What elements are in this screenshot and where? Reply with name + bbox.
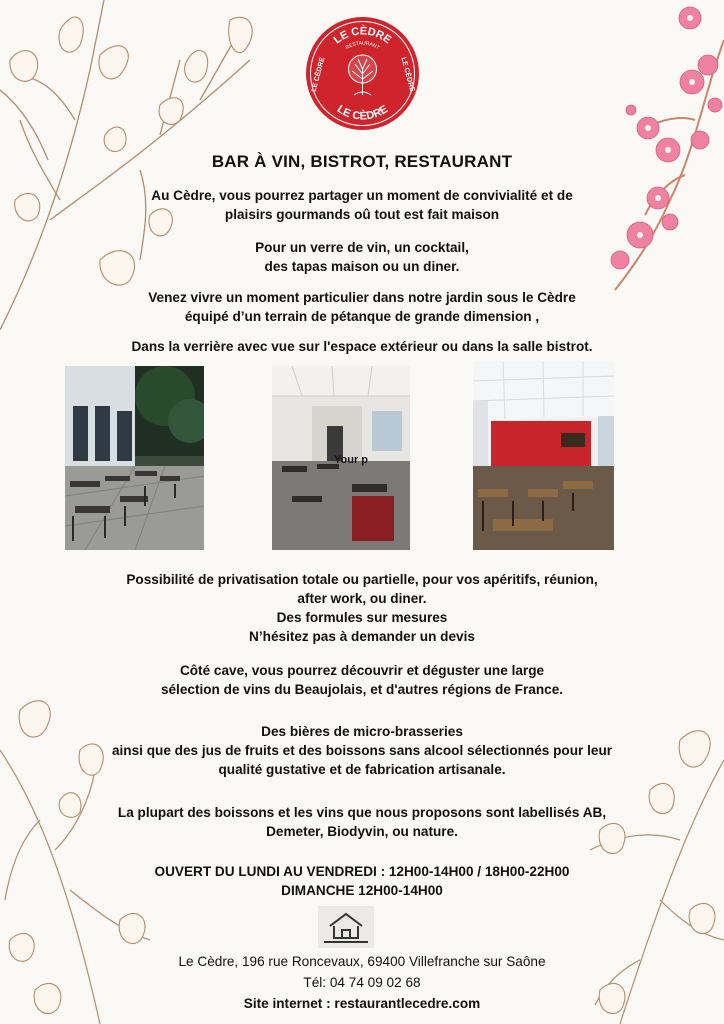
veranda-paragraph: Dans la verrière avec vue sur l'espace extérieur ou dans la salle bistrot. xyxy=(131,339,593,354)
phone-number[interactable]: Tél: 04 74 09 02 68 xyxy=(303,975,421,990)
opening-hours xyxy=(0,862,724,900)
logo-name-left: LE CÈDRE xyxy=(310,56,327,93)
wine-cellar-line: sélection de vins du Beaujolais, et d'autres régions de France. xyxy=(160,682,564,697)
intro-line: Au Cèdre, vous pourrez partager un moment de convivialité et de xyxy=(151,188,573,203)
bistro-room-photo xyxy=(272,366,410,550)
beers-paragraph xyxy=(0,722,724,779)
privatisation-line: after work, ou diner. xyxy=(297,591,427,606)
logo-name-top: LE CÈDRE xyxy=(331,25,394,47)
website-link[interactable]: Site internet : restaurantlecedre.com xyxy=(243,996,481,1011)
logo-arc-label: RESTAURANT xyxy=(344,40,381,52)
address: Le Cèdre, 196 rue Roncevaux, 69400 Villefranche sur Saône xyxy=(178,954,546,969)
contact-info xyxy=(0,951,724,1014)
house-icon xyxy=(318,906,374,948)
svg-text:LE CÈDRE xyxy=(335,103,390,122)
page-title: BAR À VIN, BISTROT, RESTAURANT xyxy=(211,152,513,171)
logo-name-right: LE CÈDRE xyxy=(399,56,416,93)
privatisation-line: N’hésitez pas à demander un devis xyxy=(249,629,475,644)
labels-paragraph xyxy=(0,803,724,841)
restaurant-logo xyxy=(306,17,419,130)
dining-room-photo xyxy=(473,361,614,550)
offer-line: des tapas maison ou un diner. xyxy=(264,259,460,274)
intro-paragraph xyxy=(0,186,724,224)
wine-cellar-paragraph xyxy=(0,661,724,699)
garden-paragraph xyxy=(0,288,724,326)
beers-line: Des bières de micro-brasseries xyxy=(261,724,463,739)
intro-line: plaisirs gourmands oû tout est fait maison xyxy=(224,207,500,222)
opening-hours-week: OUVERT DU LUNDI AU VENDREDI : 12H00-14H00 / 18H00-22H00 xyxy=(154,864,570,879)
terrace-photo xyxy=(65,366,204,550)
labels-line: Demeter, Biodyvin, ou nature. xyxy=(266,824,458,839)
offer-line: Pour un verre de vin, un cocktail, xyxy=(255,240,469,255)
svg-text:RESTAURANT xyxy=(345,40,381,51)
photo-overlay-caption: Your p xyxy=(334,454,369,466)
offer-paragraph xyxy=(0,238,724,276)
cedar-tree-icon xyxy=(349,55,377,95)
garden-line: équipé d’un terrain de pétanque de grande dimension , xyxy=(184,309,540,324)
beers-line: qualité gustative et de fabrication artisanale. xyxy=(218,762,506,777)
privatisation-paragraph xyxy=(0,570,724,646)
privatisation-line: Des formules sur mesures xyxy=(276,610,448,625)
labels-line: La plupart des boissons et les vins que nous proposons sont labellisés AB, xyxy=(117,805,607,820)
logo-name-bottom: LE CÈDRE xyxy=(334,103,391,123)
beers-line: ainsi que des jus de fruits et des boissons sans alcool sélectionnés pour leur xyxy=(111,743,613,758)
wine-cellar-line: Côté cave, vous pourrez découvrir et déguster une large xyxy=(179,663,545,678)
privatisation-line: Possibilité de privatisation totale ou partielle, pour vos apéritifs, réunion, xyxy=(126,572,598,587)
opening-hours-sunday: DIMANCHE 12H00-14H00 xyxy=(281,883,443,898)
garden-line: Venez vivre un moment particulier dans notre jardin sous le Cèdre xyxy=(148,290,576,305)
